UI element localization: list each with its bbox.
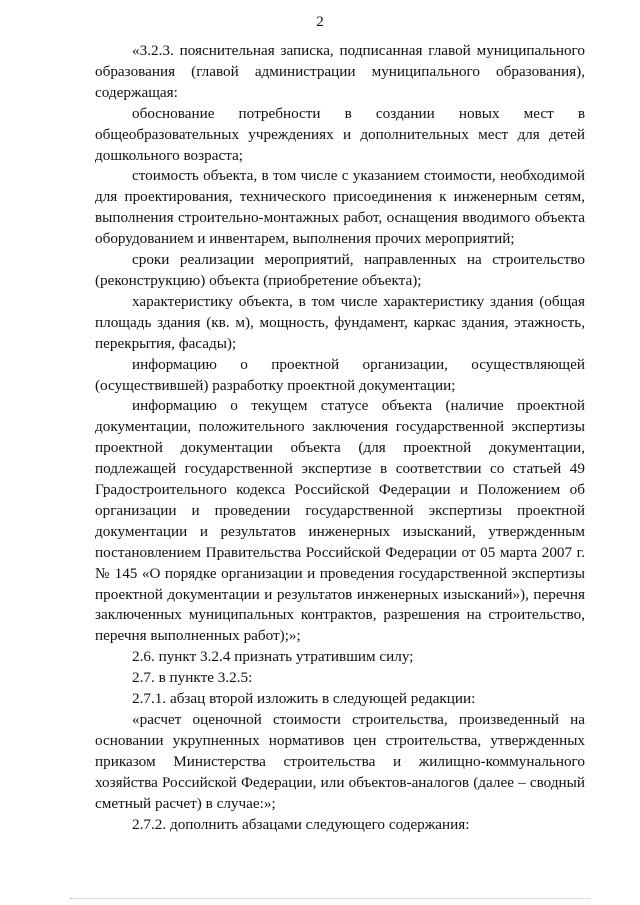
paragraph-object-status: информацию о текущем статусе объекта (наличие проектной документации, положительного заключения государственной экспертизы проектной документации объекта (для проектной документации, подлежащей государственной экспертизе в соответствии со статьей 49 Градостроительного кодекса Российской Федерации и Положением об организации и проведении государственной экспертизы проектной документации и результатов инженерных изысканий, утвержденным постановлением Правительства Российской Федерации от 05 марта 2007 г. № 145 «О порядке организации и проведения государственной экспертизы проектной документации и результатов инженерных изысканий»), перечня заключенных муниципальных контрактов, разрешения на строительство, перечня выполненных работ);»;	[95, 397, 585, 645]
paragraph-item-2-7-2: 2.7.2. дополнить абзацами следующего содержания:	[132, 815, 470, 833]
paragraph-object-cost: стоимость объекта, в том числе с указанием стоимости, необходимой для проектирования, технического присоединения к инженерным сетям, выполнения строительно-монтажных работ, оснащения вводимого объекта оборудованием и инвентарем, выполнения прочих мероприятий;	[95, 167, 585, 248]
document-body	[95, 41, 585, 835]
paragraph-3-2-3-intro: «3.2.3. пояснительная записка, подписанная главой муниципального образования (главой администрации муниципального образования), содержащая:	[95, 42, 585, 101]
paragraph-item-2-6: 2.6. пункт 3.2.4 признать утратившим силу;	[132, 648, 414, 666]
page-bottom-edge	[70, 898, 590, 899]
paragraph-justification: обоснование потребности в создании новых мест в общеобразовательных учреждениях и дополнительных мест для детей дошкольного возраста;	[95, 104, 585, 164]
paragraph-implementation-terms: сроки реализации мероприятий, направленных на строительство (реконструкцию) объекта (приобретение объекта);	[95, 251, 585, 289]
page-number: 2	[316, 14, 324, 30]
paragraph-item-2-7: 2.7. в пункте 3.2.5:	[132, 669, 253, 687]
paragraph-object-characteristics: характеристику объекта, в том числе характеристику здания (общая площадь здания (кв. м), мощность, фундамент, каркас здания, этажность, перекрытия, фасады);	[95, 292, 585, 352]
paragraph-design-organization: информацию о проектной организации, осуществляющей (осуществившей) разработку проектной документации;	[95, 355, 585, 394]
paragraph-item-2-7-1: 2.7.1. абзац второй изложить в следующей редакции:	[132, 690, 476, 708]
paragraph-cost-estimate: «расчет оценочной стоимости строительства, произведенный на основании укрупненных нормативов цен строительства, утвержденных приказом Министерства строительства и жилищно-коммунального хозяйства Российской Федерации, или объектов-аналогов (далее – сводный сметный расчет) в случае:»;	[95, 711, 585, 812]
